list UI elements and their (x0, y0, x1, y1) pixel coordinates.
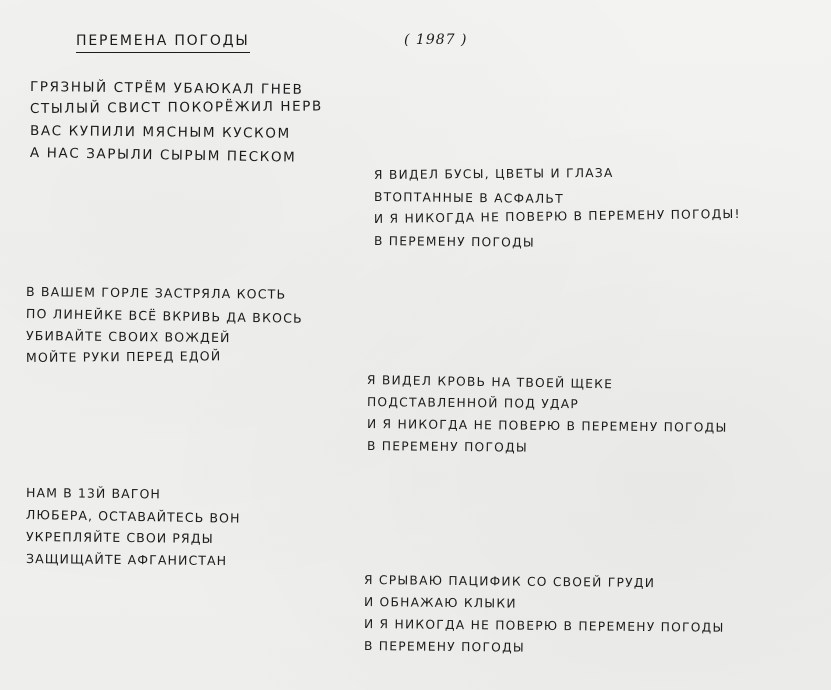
stanza-line: В ПЕРЕМЕНУ ПОГОДЫ (363, 639, 526, 655)
page-title: ПЕРЕМЕНА ПОГОДЫ (76, 33, 250, 53)
stanza-line: В ВАШЕМ ГОРЛЕ ЗАСТРЯЛА КОСТЬ (25, 284, 287, 302)
stanza-line: Я ВИДЕЛ КРОВЬ НА ТВОЕЙ ЩЕКЕ (366, 373, 614, 392)
stanza-line: МОЙТЕ РУКИ ПЕРЕД ЕДОЙ (25, 348, 222, 365)
stanza-line: В ПЕРЕМЕНУ ПОГОДЫ (373, 234, 536, 250)
stanza-line: УБИВАЙТЕ СВОИХ ВОЖДЕЙ (25, 328, 231, 346)
stanza-6 (364, 569, 725, 657)
stanza-line: ПО ЛИНЕЙКЕ ВСЁ ВКРИВЬ ДА ВКОСЬ (25, 306, 303, 326)
stanza-line: И Я НИКОГДА НЕ ПОВЕРЮ В ПЕРЕМЕНУ ПОГОДЫ! (373, 206, 741, 226)
stanza-line: Я СРЫВАЮ ПАЦИФИК СО СВОЕЙ ГРУДИ (363, 573, 656, 591)
stanza-line: И Я НИКОГДА НЕ ПОВЕРЮ В ПЕРЕМЕНУ ПОГОДЫ (363, 617, 725, 635)
stanza-line: ЗАЩИЩАЙТЕ АФГАНИСТАН (25, 551, 228, 569)
stanza-line: И ОБНАЖАЮ КЛЫКИ (363, 595, 517, 611)
stanza-5 (26, 482, 241, 570)
stanza-line: И Я НИКОГДА НЕ ПОВЕРЮ В ПЕРЕМЕНУ ПОГОДЫ (366, 417, 728, 435)
stanza-line: ЛЮБЕРА, ОСТАВАЙТЕСЬ ВОН (25, 507, 241, 526)
stanza-line: ВАС КУПИЛИ МЯСНЫМ КУСКОМ (29, 123, 291, 142)
stanza-line: СТЫЛЫЙ СВИСТ ПОКОРЁЖИЛ НЕРВ (29, 98, 323, 117)
stanza-line: В ПЕРЕМЕНУ ПОГОДЫ (366, 439, 529, 455)
stanza-1 (30, 76, 323, 164)
year-note: ( 1987 ) (404, 32, 468, 48)
stanza-line: А НАС ЗАРЫЛИ СЫРЫМ ПЕСКОМ (29, 145, 297, 166)
stanza-4 (367, 369, 728, 457)
stanza-line: Я ВИДЕЛ БУСЫ, ЦВЕТЫ И ГЛАЗА (373, 165, 614, 182)
stanza-3 (26, 281, 303, 369)
stanza-line: ПОДСТАВЛЕННОЙ ПОД УДАР (366, 395, 580, 412)
stanza-line: НАМ В 13Й ВАГОН (25, 485, 162, 502)
stanza-line: ВТОПТАННЫЕ В АСФАЛЬТ (373, 190, 564, 206)
stanza-line: ГРЯЗНЫЙ СТРЁМ УБАЮКАЛ ГНЕВ (29, 79, 304, 98)
stanza-2 (374, 164, 741, 252)
stanza-line: УКРЕПЛЯЙТЕ СВОИ РЯДЫ (25, 529, 214, 546)
